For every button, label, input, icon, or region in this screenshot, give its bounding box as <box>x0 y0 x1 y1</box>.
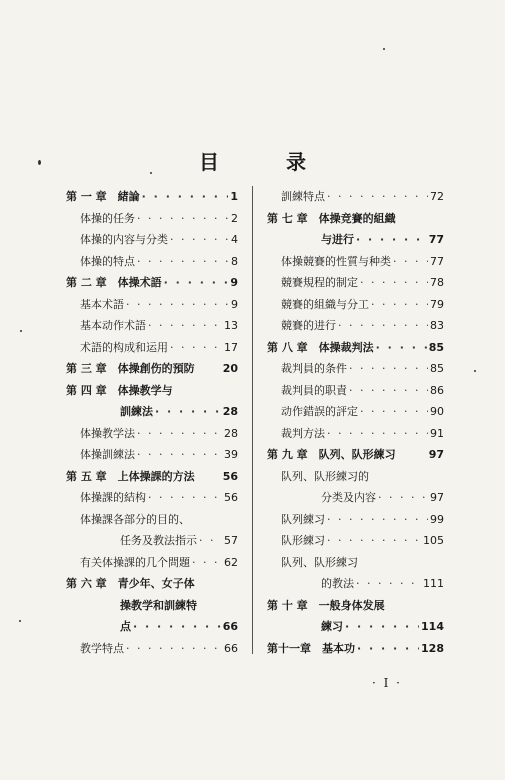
toc-entry-page: 111 <box>423 577 444 590</box>
dot-leader <box>357 638 419 660</box>
toc-entry-page: 128 <box>421 641 444 655</box>
dot-leader <box>148 487 222 509</box>
toc-entry <box>267 466 444 488</box>
dot-leader <box>327 186 428 208</box>
dot-leader <box>349 358 428 380</box>
toc-entry <box>267 337 444 359</box>
toc-entry-page: 97 <box>430 491 444 504</box>
toc-entry-page: 17 <box>224 340 238 354</box>
toc-entry <box>66 401 238 423</box>
toc-entry-title: 裁判員的职責 <box>281 383 347 397</box>
toc-entry <box>66 423 238 445</box>
scan-speck <box>383 48 385 50</box>
toc-entry <box>267 272 444 294</box>
scan-speck <box>150 172 152 174</box>
toc-entry-title: 練习 <box>321 620 343 633</box>
toc-entry-page: 20 <box>222 362 238 375</box>
toc-entry-page: 97 <box>428 448 444 461</box>
dot-leader <box>371 294 428 316</box>
toc-entry-page: 114 <box>421 620 444 633</box>
dot-leader <box>170 337 222 359</box>
toc-entry <box>66 466 238 488</box>
toc-entry <box>66 337 238 359</box>
page-number: · I · <box>372 676 402 690</box>
toc-entry-title: 第 二 章 体操术語 <box>66 276 162 289</box>
dot-leader <box>192 552 222 574</box>
toc-entry <box>66 487 238 509</box>
dot-leader <box>378 487 428 509</box>
toc-entry <box>267 186 444 208</box>
toc-entry <box>66 208 238 230</box>
toc-entry <box>267 251 444 273</box>
dot-leader <box>137 423 222 445</box>
toc-entry-title: 体操教学法 <box>80 426 135 440</box>
toc-entry <box>66 509 238 531</box>
dot-leader <box>393 251 428 273</box>
toc-entry <box>66 530 238 552</box>
dot-leader <box>327 509 428 531</box>
dot-leader <box>327 530 421 552</box>
toc-entry <box>66 272 238 294</box>
toc-entry-title: 第 七 章 体操竞賽的組織 <box>267 211 396 225</box>
toc-entry-title: 队列練习 <box>281 512 325 526</box>
toc-entry-title: 体操的内容与分类 <box>80 233 168 246</box>
dot-leader <box>137 208 229 230</box>
dot-leader <box>327 423 428 445</box>
toc-entry-title: 与进行 <box>321 233 354 246</box>
toc-entry-title: 操教学和訓練特 <box>120 598 197 612</box>
toc-entry <box>267 315 444 337</box>
toc-entry-page: 77 <box>428 233 444 246</box>
toc-entry <box>267 380 444 402</box>
dot-leader <box>133 616 221 638</box>
dot-leader <box>137 444 222 466</box>
toc-entry-title: 动作錯誤的評定 <box>281 405 358 418</box>
toc-entry-title: 体操競賽的性質与种类 <box>281 254 391 268</box>
toc-entry-page: 105 <box>423 534 444 547</box>
dot-leader <box>164 272 229 294</box>
toc-entry-title: 訓練特点 <box>281 190 325 203</box>
toc-entry-title: 第 六 章 青少年、女子体 <box>66 577 195 590</box>
toc-entry-page: 85 <box>428 340 444 354</box>
toc-entry-title: 競賽的进行 <box>281 319 336 332</box>
scan-speck <box>19 620 21 622</box>
toc-entry-page: 2 <box>231 211 238 225</box>
toc-entry-title: 队形練习 <box>281 534 325 547</box>
toc-entry <box>66 552 238 574</box>
toc-entry <box>267 294 444 316</box>
toc-entry <box>66 616 238 638</box>
toc-entry <box>267 487 444 509</box>
column-divider <box>252 186 253 654</box>
toc-entry-title: 第 十 章 一般身体发展 <box>267 598 385 612</box>
toc-entry-title: 教学特点 <box>80 641 124 655</box>
toc-entry-page: 1 <box>230 190 238 203</box>
toc-entry-page: 99 <box>430 512 444 526</box>
toc-entry <box>267 229 444 251</box>
toc-entry <box>267 401 444 423</box>
toc-right-column <box>267 186 444 659</box>
toc-entry-title: 的教法 <box>321 577 354 590</box>
toc-entry-page: 4 <box>231 233 238 246</box>
toc-entry-title: 点 <box>120 620 131 633</box>
dot-leader <box>345 616 419 638</box>
toc-entry-title: 分类及内容 <box>321 491 376 504</box>
toc-entry <box>267 573 444 595</box>
toc-entry-page: 79 <box>430 297 444 311</box>
toc-entry <box>66 186 238 208</box>
dot-leader <box>349 380 428 402</box>
toc-entry <box>267 423 444 445</box>
toc-entry-title: 体操課各部分的目的、 <box>80 512 190 526</box>
toc-entry <box>267 358 444 380</box>
toc-entry-title: 第 一 章 緒論 <box>66 190 140 203</box>
toc-entry <box>267 530 444 552</box>
dot-leader <box>356 573 421 595</box>
scan-speck <box>38 160 41 165</box>
toc-entry <box>66 358 238 380</box>
toc-entry-page: 13 <box>224 319 238 332</box>
toc-entry <box>66 638 238 660</box>
toc-entry-title: 第 八 章 体操裁判法 <box>267 340 374 354</box>
toc-entry-page: 8 <box>231 254 238 268</box>
toc-entry-page: 78 <box>430 276 444 289</box>
dot-leader <box>126 638 222 660</box>
toc-entry-title: 术語的构成和运用 <box>80 340 168 354</box>
toc-entry-title: 基本动作术語 <box>80 319 146 332</box>
toc-entry <box>267 595 444 617</box>
toc-entry-page: 9 <box>230 276 238 289</box>
toc-entry-page: 90 <box>430 405 444 418</box>
dot-leader <box>155 401 221 423</box>
toc-entry-title: 第 五 章 上体操課的方法 <box>66 469 195 483</box>
toc-entry-title: 体操的特点 <box>80 254 135 268</box>
toc-entry-page: 66 <box>222 620 238 633</box>
toc-entry-title: 体操的任务 <box>80 211 135 225</box>
toc-entry-title: 队列、队形練习 <box>281 555 358 569</box>
toc-entry-title: 任务及教法指示 <box>120 534 197 547</box>
toc-entry-page: 56 <box>222 469 238 483</box>
toc-entry-page: 28 <box>222 405 238 418</box>
toc-entry <box>267 444 444 466</box>
toc-entry-title: 競賽規程的制定 <box>281 276 358 289</box>
toc-entry <box>66 294 238 316</box>
toc-entry <box>66 444 238 466</box>
toc-entry-page: 66 <box>224 641 238 655</box>
toc-entry <box>267 509 444 531</box>
toc-entry-page: 85 <box>430 362 444 375</box>
toc-entry-page: 72 <box>430 190 444 203</box>
dot-leader <box>199 530 222 552</box>
toc-entry-page: 86 <box>430 383 444 397</box>
toc-left-column <box>66 186 238 659</box>
dot-leader <box>148 315 222 337</box>
toc-entry-title: 訓練法 <box>120 405 153 418</box>
toc-entry-title: 有关体操課的几个問題 <box>80 555 190 569</box>
scan-speck <box>474 370 476 372</box>
toc-entry-title: 队列、队形練习的 <box>281 469 369 483</box>
dot-leader <box>126 294 229 316</box>
toc-entry <box>267 208 444 230</box>
toc-entry-title: 裁判方法 <box>281 426 325 440</box>
toc-entry <box>267 616 444 638</box>
dot-leader <box>142 186 229 208</box>
scan-speck <box>20 330 22 332</box>
dot-leader <box>338 315 428 337</box>
toc-entry-page: 39 <box>224 448 238 461</box>
toc-entry <box>66 573 238 595</box>
toc-entry <box>66 595 238 617</box>
toc-entry <box>66 229 238 251</box>
toc-entry-title: 第 九 章 队列、队形練习 <box>267 448 396 461</box>
toc-entry-page: 57 <box>224 534 238 547</box>
toc-entry-page: 77 <box>430 254 444 268</box>
toc-entry-page: 91 <box>430 426 444 440</box>
dot-leader <box>360 272 428 294</box>
page-title: 目 录 <box>199 150 336 174</box>
toc-entry <box>66 380 238 402</box>
toc-entry-title: 体操課的結构 <box>80 491 146 504</box>
toc-entry-page: 62 <box>224 555 238 569</box>
dot-leader <box>376 337 427 359</box>
toc-entry-page: 9 <box>231 297 238 311</box>
toc-entry <box>66 251 238 273</box>
toc-entry-title: 基本术語 <box>80 297 124 311</box>
toc-entry <box>267 638 444 660</box>
toc-entry-title: 体操訓練法 <box>80 448 135 461</box>
toc-entry <box>267 552 444 574</box>
toc-entry-title: 第 四 章 体操教学与 <box>66 383 173 397</box>
toc-entry-title: 競賽的組織与分工 <box>281 297 369 311</box>
dot-leader <box>356 229 427 251</box>
dot-leader <box>170 229 229 251</box>
toc-entry-title: 第 三 章 体操創伤的預防 <box>66 362 195 375</box>
toc-entry-page: 56 <box>224 491 238 504</box>
toc-entry <box>66 315 238 337</box>
toc-entry-page: 83 <box>430 319 444 332</box>
toc-entry-title: 第十一章 基本功 <box>267 641 355 655</box>
dot-leader <box>137 251 229 273</box>
toc-entry-title: 裁判員的条件 <box>281 362 347 375</box>
dot-leader <box>360 401 428 423</box>
toc-entry-page: 28 <box>224 426 238 440</box>
